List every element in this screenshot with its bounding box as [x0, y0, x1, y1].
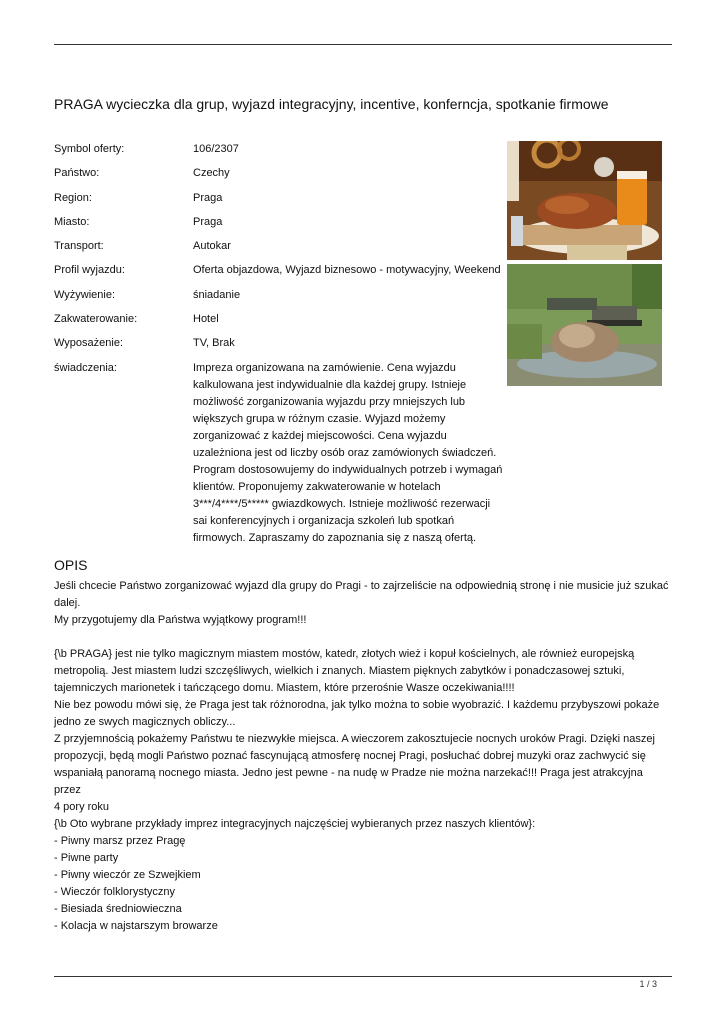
- offer-row-symbol: [54, 141, 504, 165]
- paragraph-line: 4 pory roku: [54, 801, 110, 813]
- offer-value: śniadanie: [193, 288, 241, 301]
- services-line: firmowych. Zapraszamy do zapoznania się z naszą ofertą.: [193, 531, 477, 544]
- offer-value: Autokar: [193, 240, 231, 253]
- offer-value: Czechy: [193, 167, 230, 180]
- offer-label: Wyżywienie:: [54, 288, 116, 301]
- offer-value: Praga: [193, 191, 223, 204]
- paragraph-line: Z przyjemnością pokażemy Państwu te niezwykłe miejsca. A wieczorem zakosztujecie nocnych uroków Pragi. Dzięki naszej: [54, 733, 655, 745]
- list-item: - Wieczór folklorystyczny: [54, 886, 176, 898]
- services-line: większych grupa w różnym czasie. Wyjazd możemy: [193, 412, 446, 425]
- list-item: - Piwny wieczór ze Szwejkiem: [54, 869, 201, 881]
- food-beer-photo: [507, 141, 662, 260]
- services-line: uzależniona jest od liczby osób oraz zamówionych świadczeń.: [193, 446, 497, 459]
- list-item: - Piwne party: [54, 852, 119, 864]
- page-number: 1 / 3: [639, 979, 657, 989]
- services-line: kalkulowana jest indywidualnie dla każdej grupy. Istnieje: [193, 378, 467, 391]
- paragraph-line: metropolią. Jest miastem ludzi szczęśliwych, wielkich i znanych. Miastem pięknych zabytków i ponadczasowej sztuki,: [54, 665, 625, 677]
- offer-label: Region:: [54, 191, 92, 204]
- offer-label: Transport:: [54, 240, 104, 253]
- services-line: możliwość zorganizowania wyjazdu przy mniejszych lub: [193, 395, 466, 408]
- paragraph-line: {\b Oto wybrane przykłady imprez integracyjnych najczęściej wybieranych przez naszych klientów}:: [54, 818, 536, 830]
- offer-row-services: [54, 360, 504, 547]
- offer-row-country: [54, 165, 504, 189]
- offer-value: 106/2307: [193, 143, 239, 155]
- offer-row-city: [54, 214, 504, 238]
- page-title: PRAGA wycieczka dla grup, wyjazd integracyjny, incentive, konferncja, spotkanie firmowe: [54, 96, 609, 112]
- paragraph-line: dalej.: [54, 597, 81, 609]
- paragraph-line: wspaniałą panoramą nocnego miasta. Jedno jest pewne - na nudę w Pradze nie można narzekać!!! Praga jest atrakcyjna przez: [54, 767, 643, 796]
- paragraph-line: {\b PRAGA} jest nie tylko magicznym miastem mostów, katedr, złotych wież i kopuł kościelnych, ale również europejską: [54, 648, 635, 660]
- services-line: 3***/4****/5***** gwiazdkowych. Istnieje możliwość rezerwacji: [193, 497, 491, 510]
- services-line: zorganizować z każdej miejscowości. Cena wyjazdu: [193, 429, 447, 442]
- offer-row-accommodation: [54, 311, 504, 335]
- offer-details-table: [54, 141, 504, 547]
- offer-value: Hotel: [193, 313, 219, 326]
- header-rule: [54, 44, 672, 45]
- paragraph-line: Nie bez powodu mówi się, że Praga jest tak różnorodna, jak tylko można to sobie wyobrazić. I każdemu przybyszowi pokaże: [54, 699, 660, 711]
- services-line: klientów. Proponujemy zakwaterowanie w hotelach: [193, 480, 441, 493]
- list-item: - Piwny marsz przez Pragę: [54, 835, 186, 847]
- opis-body: [54, 578, 672, 935]
- offer-row-meals: [54, 287, 504, 311]
- paragraph-line: tajemniczych marionetek i tańczącego domu. Miastem, które przerośnie Wasze oczekiwania!!!!: [54, 682, 515, 694]
- footer-rule: [54, 976, 672, 977]
- offer-label: Profil wyjazdu:: [54, 264, 125, 277]
- tank-ride-photo: [507, 264, 662, 386]
- services-description: [193, 360, 504, 547]
- services-line: sai konferencyjnych i organizacja szkoleń lub spotkań: [193, 514, 455, 527]
- list-item: - Biesiada średniowieczna: [54, 903, 182, 915]
- offer-row-transport: [54, 238, 504, 262]
- offer-label: Wyposażenie:: [54, 337, 123, 350]
- offer-row-profile: [54, 262, 504, 286]
- paragraph-line: Jeśli chcecie Państwo zorganizować wyjazd dla grupy do Pragi - to zajrzeliście na odpowiednią stronę i nie musicie już szukać: [54, 580, 669, 592]
- offer-value: TV, Brak: [193, 337, 235, 350]
- paragraph-line: My przygotujemy dla Państwa wyjątkowy program!!!: [54, 614, 307, 626]
- list-item: - Kolacja w najstarszym browarze: [54, 920, 218, 932]
- services-line: Program dostosowujemy do indywidualnych potrzeb i wymagań: [193, 463, 503, 476]
- paragraph-gap: [54, 629, 672, 646]
- offer-row-region: [54, 190, 504, 214]
- offer-label: Państwo:: [54, 167, 100, 180]
- offer-row-equipment: [54, 335, 504, 359]
- offer-label: Miasto:: [54, 215, 90, 228]
- offer-label: Zakwaterowanie:: [54, 313, 138, 326]
- offer-value: Oferta objazdowa, Wyjazd biznesowo - motywacyjny, Weekend: [193, 264, 501, 277]
- services-line: Impreza organizowana na zamówienie. Cena wyjazdu: [193, 361, 456, 374]
- paragraph-line: propozycji, będą mogli Państwo poznać fascynującą atmosferę nocnej Pragi, posłuchać dobrej muzyki oraz zachwycić się: [54, 750, 646, 762]
- offer-value: Praga: [193, 215, 223, 228]
- paragraph-line: jedno ze swych magicznych obliczy...: [54, 716, 236, 728]
- section-heading-opis: OPIS: [54, 557, 88, 573]
- offer-label: świadczenia:: [54, 361, 117, 374]
- offer-label: Symbol oferty:: [54, 143, 125, 155]
